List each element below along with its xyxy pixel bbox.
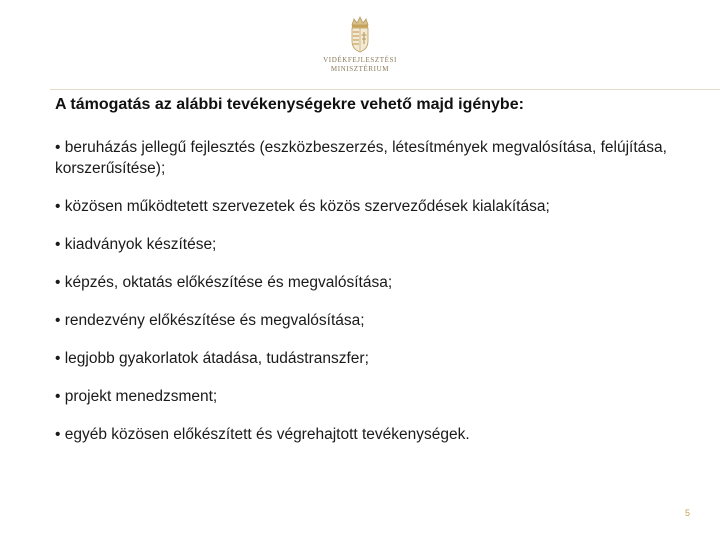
slide-content [55,94,695,462]
list-item: • beruházás jellegű fejlesztés (eszközbeszerzés, létesítmények megvalósítása, felújítása, korszerűsítése); [55,139,667,177]
slide-title: A támogatás az alábbi tevékenységekre vehető majd igénybe: [55,96,524,113]
ministry-name [320,56,400,74]
list-item: • kiadványok készítése; [55,236,217,253]
ministry-logo [320,14,400,84]
ministry-name-line2: MINISZTÉRIUM [330,65,390,73]
list-item: • rendezvény előkészítése és megvalósítása; [55,312,365,329]
header-divider [50,89,720,90]
list-item: • közösen működtetett szervezetek és közös szerveződések kialakítása; [55,198,550,215]
list-item: • legjobb gyakorlatok átadása, tudástranszfer; [55,350,369,367]
list-item: • egyéb közösen előkészített és végrehajtott tevékenységek. [55,426,470,443]
page-number: 5 [684,508,690,518]
ministry-name-line1: VIDÉKFEJLESZTÉSI [323,56,397,64]
hungarian-coat-of-arms-icon [347,14,373,54]
list-item: • projekt menedzsment; [55,388,218,405]
list-item: • képzés, oktatás előkészítése és megvalósítása; [55,274,393,291]
